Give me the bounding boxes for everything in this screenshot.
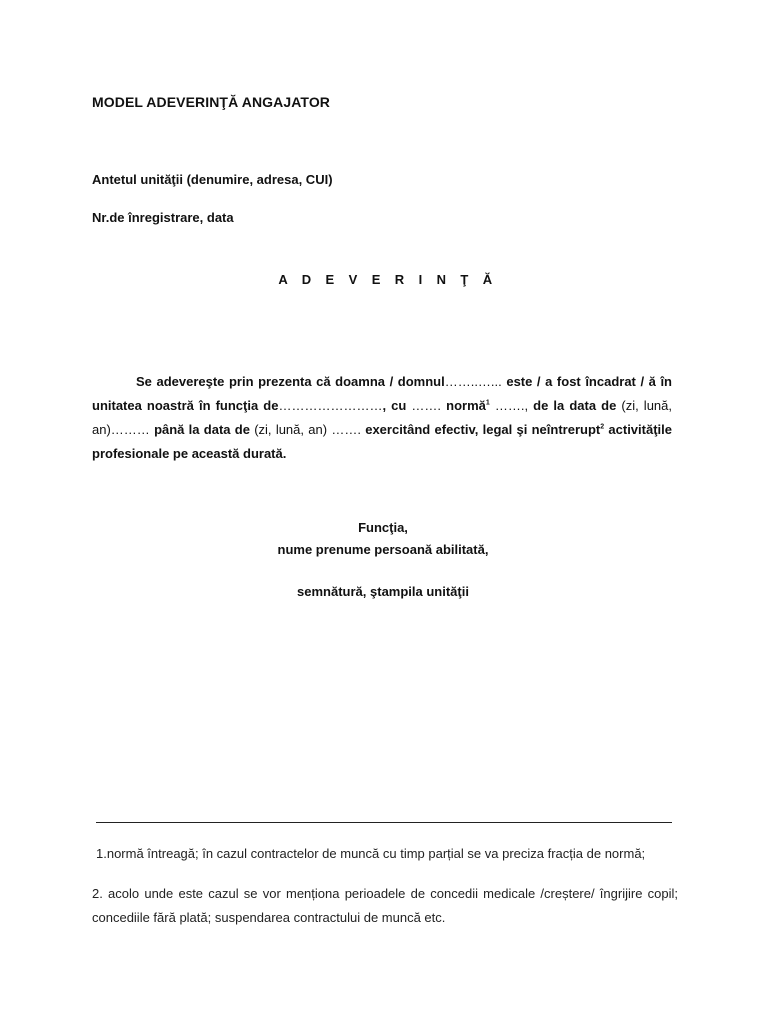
letterhead-line: Antetul unităţii (denumire, adresa, CUI): [92, 172, 333, 187]
blank-norm: …….: [406, 398, 447, 413]
hint-date-from: (zi, lună, an)………: [92, 398, 672, 437]
signature-and-seal: semnătură, ştampila unităţii: [297, 584, 469, 599]
signature-block: [0, 520, 766, 599]
certificate-body-paragraph: [92, 370, 672, 466]
document-title: MODEL ADEVERINŢĂ ANGAJATOR: [92, 94, 331, 110]
body-text-with: , cu: [382, 398, 407, 413]
hint-date-to: (zi, lună, an) …….: [249, 422, 366, 437]
blank-employee-name: ……..…...: [444, 374, 507, 389]
body-text-employment: este / a fost încadrat / ă în unitatea noastră în funcţia de: [92, 374, 672, 413]
footnote-1: 1.normă întreagă; în cazul contractelor de muncă cu timp parțial se va preciza fracția de normă;: [96, 846, 646, 861]
body-text-exercising: exercitând efectiv, legal şi neîntrerupt: [365, 422, 601, 437]
registration-number-line: Nr.de înregistrare, data: [92, 210, 234, 225]
blank-norm-after: …….,: [489, 398, 534, 413]
certificate-body: [92, 370, 672, 466]
body-text-intro: Se adevereşte prin prezenta că doamna / domnul: [136, 374, 445, 389]
body-text-closing: activităţile profesionale pe această durată.: [92, 422, 672, 461]
certificate-heading: A D E V E R I N Ţ Ă: [278, 272, 498, 287]
body-text-norm: normă: [446, 398, 486, 413]
footnote-ref-1: 1: [485, 399, 490, 407]
body-text-from-date: de la data de: [533, 398, 617, 413]
blank-job-function: ……………………: [278, 398, 383, 413]
footnote-ref-2: 2: [600, 423, 605, 431]
signatory-function: Funcţia,: [358, 520, 408, 535]
footnote-separator: [96, 822, 672, 823]
signatory-name: nume prenume persoană abilitată,: [277, 542, 489, 557]
footnote-2: 2. acolo unde este cazul se vor menționa perioadele de concedii medicale /creștere/ îngrijire copil; concediile fără plată; suspendarea contractului de muncă etc.: [92, 886, 678, 925]
body-text-to-date: până la data de: [154, 422, 250, 437]
